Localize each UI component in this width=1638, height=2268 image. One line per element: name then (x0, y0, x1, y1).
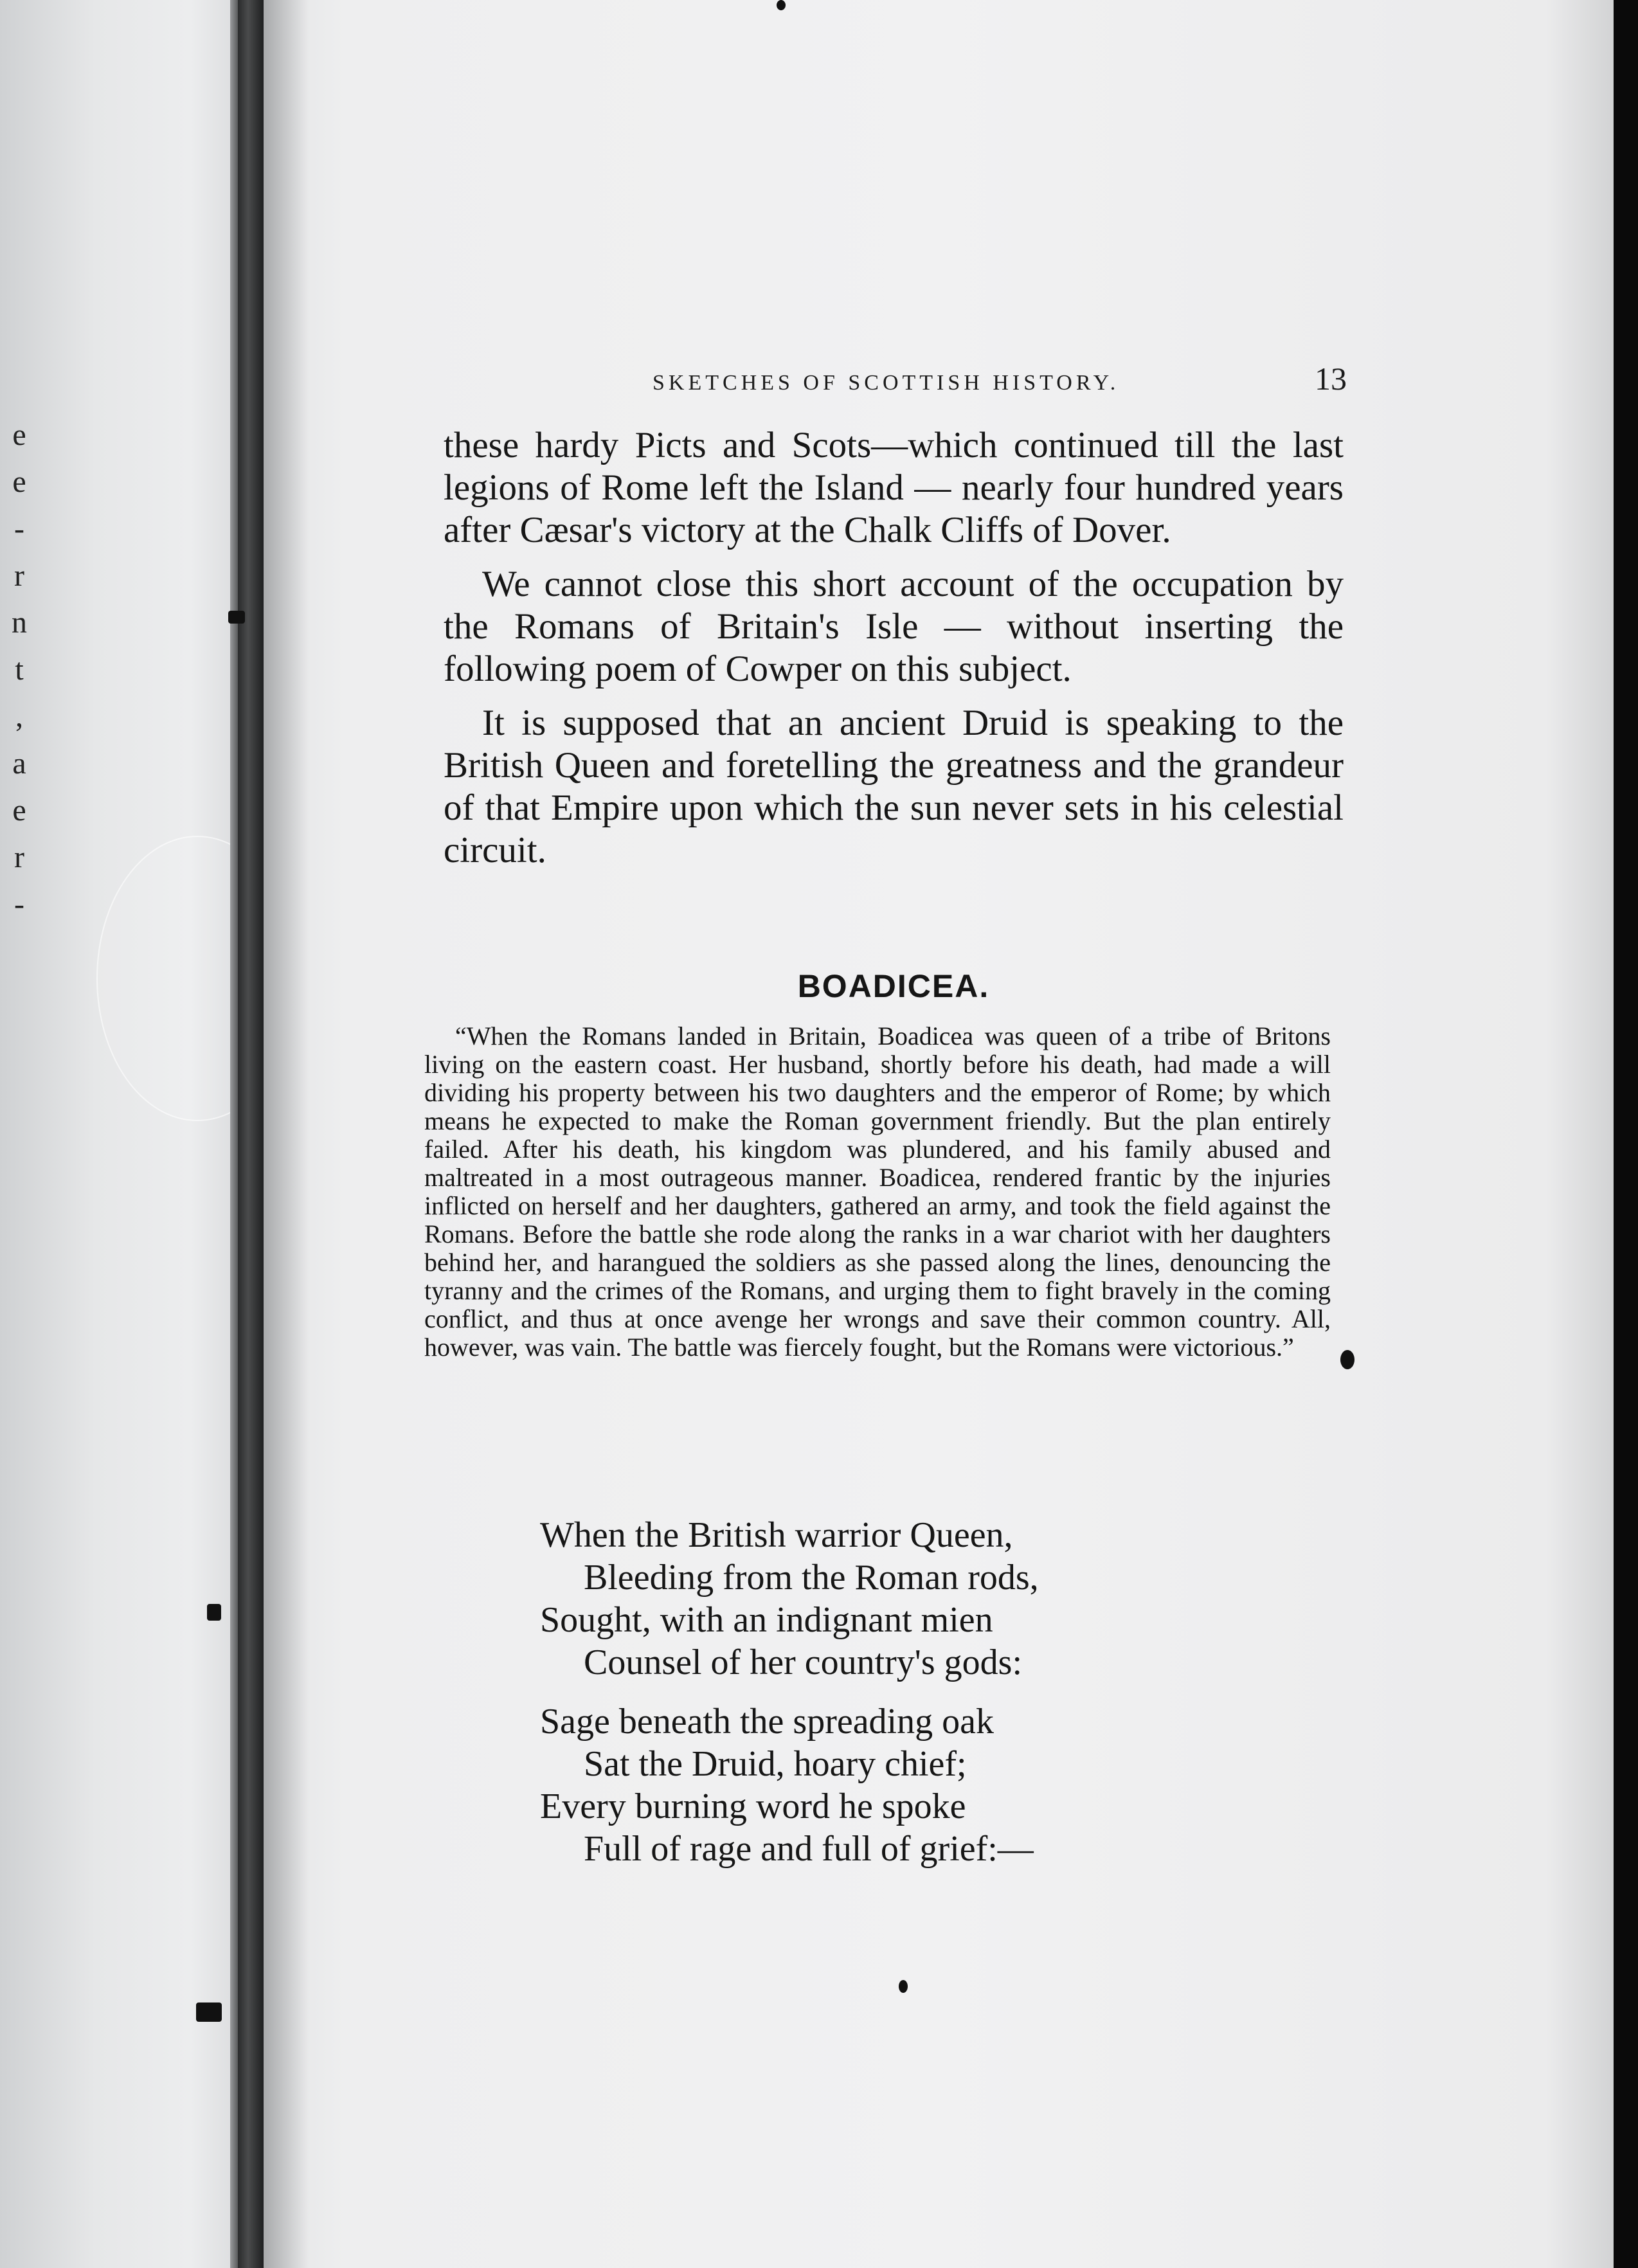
body-text (444, 424, 1344, 883)
edge-letter: r (14, 559, 24, 593)
facing-page-edge-letters (6, 411, 32, 928)
block-quote: “When the Romans landed in Britain, Boadicea was queen of a tribe of Britons living on the eastern coast. Her husband, shortly before his death, had made a will dividing his property between his two daughters and the emperor of Rome; by which means he expected to make the Roman government friendly. But the plan entirely failed. After his death, his kingdom was plundered, and his family abused and maltreated in a most outrageous manner. Boadicea, rendered frantic by the injuries inflicted on herself and her daughters, gathered an army, and took the field against the Romans. Before the battle she rode along the ranks in a war chariot with her daughters behind her, and harangued the soldiers as she passed along the lines, denouncing the tyranny and the crimes of the Romans, and urging them to fight bravely in the coming conflict, and thus at once avenge her wrongs and save their common country. All, however, was vain. The battle was fiercely fought, but the Romans were victorious.” (424, 1022, 1331, 1362)
paragraph: these hardy Picts and Scots—which continued till the last legions of Rome left the Island — nearly four hundred years after Cæsar's victory at the Chalk Cliffs of Dover. (444, 425, 1344, 550)
facing-page-edge (230, 0, 238, 2268)
ink-speck (899, 1980, 908, 1993)
facing-page-left (0, 0, 238, 2268)
poem-line: Sage beneath the spreading oak (540, 1702, 994, 1742)
gutter-shadow (264, 0, 309, 2268)
page-right-edge (1614, 0, 1638, 2268)
poem-line: Sought, with an indignant mien (540, 1600, 993, 1640)
book-gutter (238, 0, 264, 2268)
edge-letter: - (14, 887, 24, 921)
paragraph: It is supposed that an ancient Druid is speaking to the British Queen and foretelling the greatness and the grandeur of that Empire upon which the sun never sets in his celestial circuit. (444, 703, 1344, 870)
poem-line: Full of rage and full of grief:— (584, 1829, 1034, 1869)
poem (540, 1514, 1247, 1887)
edge-letter: t (15, 652, 24, 687)
paragraph: We cannot close this short account of the occupation by the Romans of Britain's Isle — without inserting the following poem of Cowper on this subject. (444, 564, 1344, 689)
running-head: SKETCHES OF SCOTTISH HISTORY. (652, 371, 1120, 395)
poem-line: Sat the Druid, hoary chief; (584, 1744, 967, 1784)
binding-mark (228, 611, 245, 624)
poem-line: Counsel of her country's gods: (584, 1643, 1023, 1682)
edge-letter: , (15, 699, 23, 734)
poem-line: Every burning word he spoke (540, 1787, 966, 1826)
edge-letter: e (12, 418, 26, 452)
edge-letter: a (12, 746, 26, 780)
edge-letter: - (14, 512, 24, 546)
edge-letter: r (14, 840, 24, 874)
edge-letter: e (12, 793, 26, 827)
ink-speck (777, 0, 786, 10)
poem-stanza (540, 1700, 1247, 1870)
page-header (652, 360, 1347, 397)
edge-letter: n (12, 606, 27, 640)
poem-line: When the British warrior Queen, (540, 1515, 1013, 1555)
binding-mark (196, 2003, 222, 2022)
binding-mark (207, 1604, 221, 1621)
poem-stanza (540, 1514, 1247, 1684)
section-title: BOADICEA. (797, 968, 990, 1004)
page-number: 13 (1315, 361, 1347, 397)
ink-speck (1340, 1350, 1354, 1369)
poem-line: Bleeding from the Roman rods, (584, 1558, 1039, 1598)
edge-letter: e (12, 465, 26, 499)
